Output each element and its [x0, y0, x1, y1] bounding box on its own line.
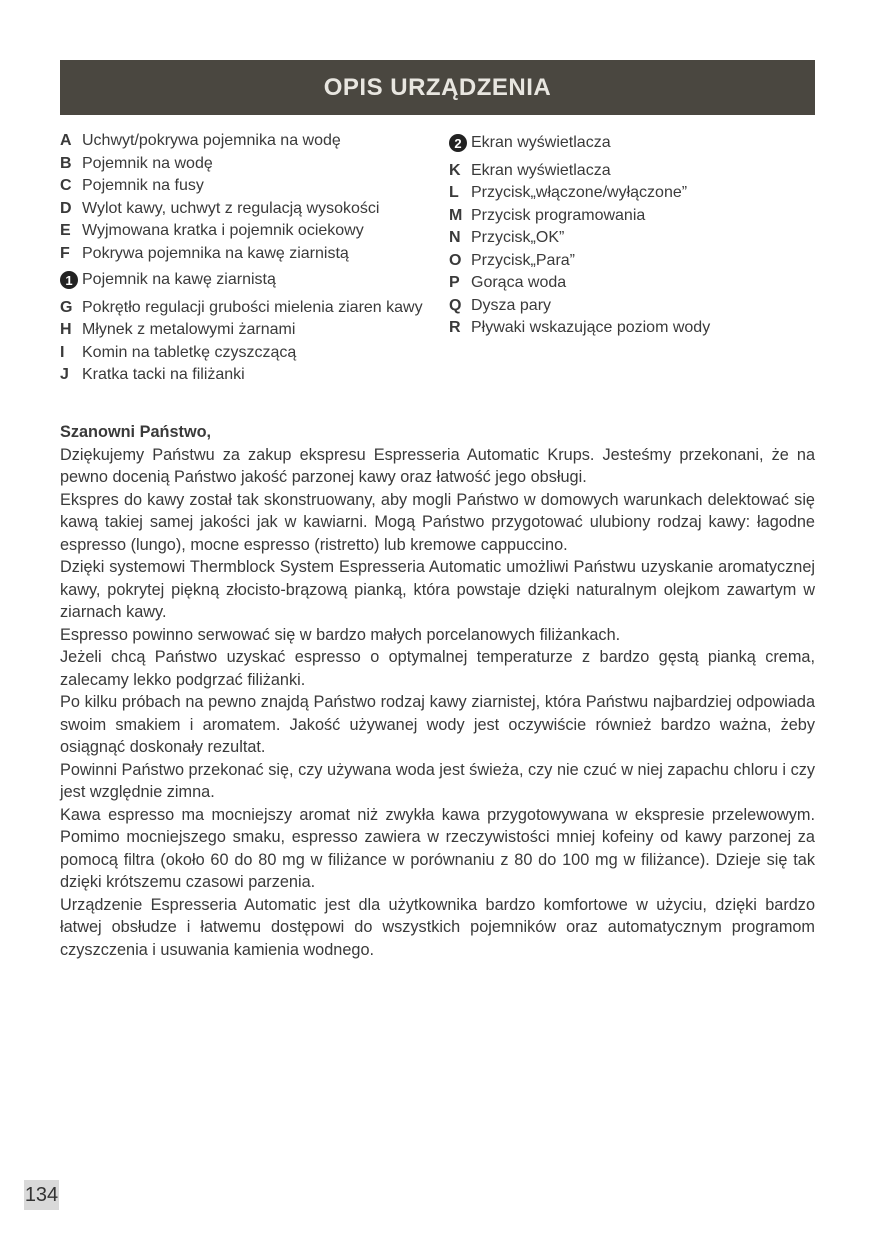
paragraph: Dziękujemy Państwu za zakup ekspresu Espresseria Automatic Krups. Jesteśmy przekonani, że na pewno docenią Państwo jakość parzonej kawy oraz łatwość jego obsługi. — [60, 445, 815, 486]
number-badge-icon: 1 — [60, 271, 78, 289]
item-letter: F — [60, 244, 70, 262]
list-item — [449, 295, 809, 318]
item-label: Dysza pary — [471, 296, 552, 314]
list-item — [449, 160, 809, 183]
parts-list-right — [449, 132, 809, 340]
list-item — [449, 317, 809, 340]
list-item — [60, 130, 425, 153]
item-label: Przycisk programowania — [471, 206, 646, 224]
list-item — [60, 220, 425, 243]
list-item — [449, 227, 809, 250]
paragraph: Espresso powinno serwować się w bardzo małych porcelanowych filiżankach. — [60, 625, 621, 644]
greeting: Szanowni Państwo, — [60, 423, 212, 441]
list-item — [60, 319, 425, 342]
item-label: Wylot kawy, uchwyt z regulacją wysokości — [82, 199, 380, 217]
list-item — [60, 175, 425, 198]
item-letter: O — [449, 251, 462, 269]
item-letter: G — [60, 298, 73, 316]
section-heading-2 — [449, 132, 809, 155]
item-label: Pojemnik na fusy — [82, 177, 204, 194]
item-letter: C — [60, 177, 72, 194]
paragraph: Ekspres do kawy został tak skonstruowany, aby mogli Państwo w domowych warunkach delektować się kawą takiej samej jakości jak w kawiarni. Mogą Państwo przygotować ulubiony rodzaj kawy: łagodne espresso (lungo), mocne espresso (ristretto) lub kremowe cappuccino. — [60, 490, 815, 554]
list-item — [60, 297, 425, 320]
item-letter: A — [60, 132, 72, 149]
item-letter: I — [60, 343, 65, 361]
paragraph: Dzięki systemowi Thermblock System Espresseria Automatic umożliwi Państwu uzyskanie aromatycznej kawy, pokrytej piękną złocisto-brązową pianką, która powstaje dzięki naturalnym olejkom zawartym w ziarnach kawy. — [60, 558, 815, 621]
list-item — [449, 272, 809, 295]
section-header — [60, 60, 815, 115]
list-item — [60, 342, 425, 365]
list-item — [60, 243, 425, 266]
item-label: Pojemnik na wodę — [82, 154, 213, 172]
item-letter: H — [60, 321, 72, 338]
section-label: Pojemnik na kawę ziarnistą — [82, 271, 276, 288]
paragraph: Jeżeli chcą Państwo uzyskać espresso o optymalnej temperaturze z bardzo gęstą pianką crema, zalecamy lekko podgrzać filiżanki. — [60, 648, 815, 689]
item-label: Komin na tabletkę czyszczącą — [82, 343, 297, 361]
item-letter: L — [449, 184, 459, 201]
item-letter: K — [449, 161, 461, 179]
intro-text — [60, 421, 815, 961]
item-letter: Q — [449, 296, 462, 314]
item-label: Ekran wyświetlacza — [471, 161, 611, 179]
item-letter: J — [60, 366, 69, 383]
page-title: OPIS URZĄDZENIA — [323, 73, 552, 101]
item-label: Gorąca woda — [471, 274, 567, 291]
paragraph: Powinni Państwo przekonać się, czy używana woda jest świeża, czy nie czuć w niej zapachu chloru i czy jest względnie zimna. — [60, 760, 815, 801]
item-label: Pokrywa pojemnika na kawę ziarnistą — [82, 244, 349, 262]
item-letter: M — [449, 206, 463, 224]
item-label: Uchwyt/pokrywa pojemnika na wodę — [82, 132, 341, 149]
item-label: Kratka tacki na filiżanki — [82, 366, 245, 383]
item-label: Przycisk„Para” — [471, 251, 576, 269]
list-item — [60, 153, 425, 176]
paragraph: Po kilku próbach na pewno znajdą Państwo rodzaj kawy ziarnistej, która Państwu najbardziej odpowiada swoim smakiem i aromatem. Jakość używanej wody jest oczywiście również bardzo ważna, żeby osiągnąć doskonały rezultat. — [60, 693, 815, 756]
item-letter: E — [60, 222, 71, 239]
parts-list-left — [60, 130, 425, 387]
item-letter: D — [60, 199, 72, 217]
item-label: Przycisk„OK” — [471, 229, 565, 246]
list-item — [60, 198, 425, 221]
item-letter: N — [449, 229, 461, 246]
item-label: Przycisk„włączone/wyłączone” — [471, 184, 688, 201]
item-label: Wyjmowana kratka i pojemnik ociekowy — [82, 222, 364, 239]
item-label: Pływaki wskazujące poziom wody — [471, 319, 711, 336]
paragraph: Kawa espresso ma mocniejszy aromat niż zwykła kawa przygotowywana w ekspresie przelewowym. Pomimo mocniejszego smaku, espresso zawiera w rzeczywistości mniej kofeiny od kawy parzonej za pomocą filtra (około 60 do 80 mg w filiżance w porównaniu z 80 do 100 mg w filiżance). Dzieje się tak dzięki krótszemu czasowi parzenia. — [60, 805, 815, 891]
section-heading-1 — [60, 269, 425, 292]
item-letter: P — [449, 274, 460, 291]
item-letter: B — [60, 154, 72, 172]
list-item — [449, 205, 809, 228]
list-item — [60, 364, 425, 387]
list-item — [449, 250, 809, 273]
item-letter: R — [449, 319, 461, 336]
page-number: 134 — [24, 1180, 59, 1210]
number-badge-icon: 2 — [449, 134, 467, 152]
section-label: Ekran wyświetlacza — [471, 134, 611, 151]
item-label: Pokrętło regulacji grubości mielenia ziaren kawy — [82, 298, 423, 316]
list-item — [449, 182, 809, 205]
item-label: Młynek z metalowymi żarnami — [82, 321, 296, 338]
paragraph: Urządzenie Espresseria Automatic jest dla użytkownika bardzo komfortowe w użyciu, dzięki bardzo łatwej obsłudze i łatwemu dostępowi do wszystkich pojemników oraz automatycznym programom czyszczenia i usuwania kamienia wodnego. — [60, 895, 815, 959]
